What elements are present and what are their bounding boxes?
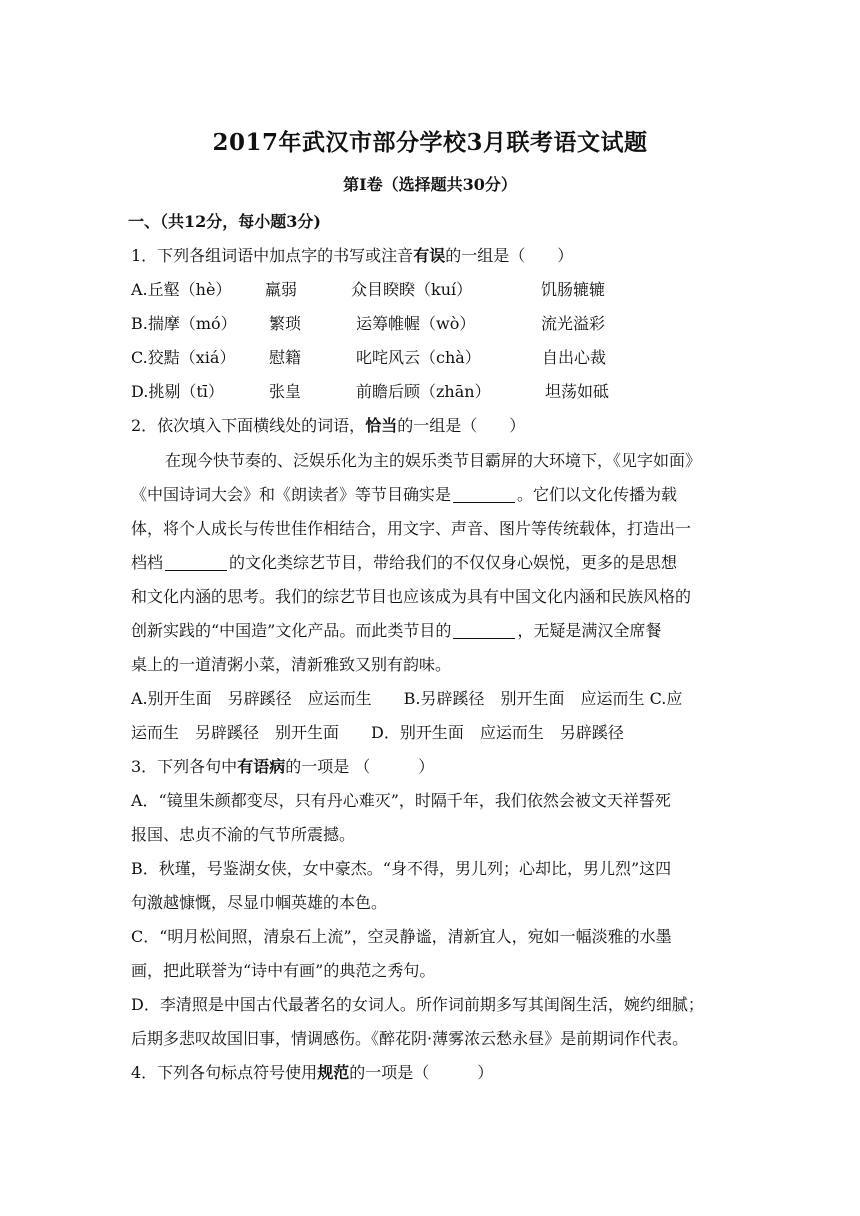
q1-b-word2: 繁琐: [269, 314, 302, 333]
q1-b-word4: 流光溢彩: [541, 314, 606, 333]
question-3-prefix: 3．下列各句中: [131, 757, 238, 776]
q1-b-word3: 运筹帷幄（wò）: [356, 314, 476, 333]
blank-2: [165, 554, 227, 571]
q3-option-c-line1: C．“明月松间照，清泉石上流”，空灵静谧，清新宜人，宛如一幅淡雅的水墨: [131, 927, 672, 946]
q3-option-a-line2: 报国、忠贞不渝的气节所震撼。: [131, 825, 356, 844]
question-3-key: 有语病: [237, 757, 286, 776]
question-2-key: 恰当: [365, 416, 398, 435]
q2-passage-text: 。它们以文化传播为载: [517, 485, 678, 504]
q1-b-word1: B.揣摩（mó）: [131, 314, 237, 333]
q1-d-word1: D.挑剔（tī）: [131, 382, 224, 401]
section-subtitle: 第Ⅰ卷（选择题共30分）: [343, 175, 517, 194]
q2-passage-line3: 体，将个人成长与传世佳作相结合，用文字、声音、图片等传统载体，打造出一: [131, 519, 692, 538]
q3-option-c-line2: 画，把此联誉为“诗中有画”的典范之秀句。: [131, 961, 436, 980]
q2-passage-line2: [131, 484, 677, 506]
q3-option-d-line2: 后期多悲叹故国旧事，情调感伤。《醉花阴·薄雾浓云愁永昼》是前期词作代表。: [131, 1029, 689, 1048]
question-4-suffix: 的一项是（ ）: [349, 1063, 494, 1082]
q2-passage-line1: 在现今快节奏的、泛娱乐化为主的娱乐类节目霸屏的大环境下，《见字如面》: [165, 451, 702, 470]
q1-c-word1: C.狡黠（xiá）: [131, 348, 236, 367]
q3-option-b-line2: 句激越慷慨，尽显巾帼英雄的本色。: [131, 893, 388, 912]
q2-passage-text: 《中国诗词大会》和《朗读者》等节目确实是: [131, 485, 452, 504]
question-4-prefix: 4．下列各句标点符号使用: [131, 1063, 318, 1082]
blank-1: [453, 486, 515, 503]
q3-option-b-line1: B．秋瑾，号鉴湖女侠，女中豪杰。“身不得，男儿列；心却比，男儿烈”这四: [131, 859, 672, 878]
q1-a-word3: 众目睽睽（kuí）: [351, 280, 473, 299]
q2-passage-text: 档档: [131, 553, 164, 572]
blank-3: [453, 622, 515, 639]
q1-c-word2: 慰籍: [269, 348, 302, 367]
question-1-suffix: 的一组是（ ）: [445, 246, 574, 265]
question-2-suffix: 的一组是（ ）: [397, 416, 526, 435]
q1-c-word3: 叱咤风云（chà）: [356, 348, 481, 367]
q1-a-word2: 羸弱: [265, 280, 298, 299]
question-2-prefix: 2．依次填入下面横线处的词语，: [131, 416, 366, 435]
q1-d-word3: 前瞻后顾（zhān）: [356, 382, 491, 401]
q1-a-word4: 饥肠辘辘: [541, 280, 606, 299]
q1-d-word4: 坦荡如砥: [545, 382, 610, 401]
question-1-prefix: 1．下列各组词语中加点字的书写或注音: [131, 246, 414, 265]
q1-d-word2: 张皇: [269, 382, 302, 401]
question-4-key: 规范: [317, 1063, 350, 1082]
q2-passage-line6: [131, 620, 661, 642]
question-1-key: 有误: [413, 246, 446, 265]
question-3: [131, 756, 434, 778]
q2-passage-line4: [131, 552, 677, 574]
q2-passage-text: 创新实践的“中国造”文化产品。而此类节目的: [131, 621, 452, 640]
question-3-suffix: 的一项是 （ ）: [285, 757, 435, 776]
question-4: [131, 1062, 493, 1084]
q2-passage-line7: 桌上的一道清粥小菜，清新雅致又别有韵味。: [131, 655, 452, 674]
section-heading: 一、（共12分，每小题3分): [128, 212, 321, 231]
exam-title: 2017年武汉市部分学校3月联考语文试题: [212, 129, 648, 156]
q1-a-word1: A.丘壑（hè）: [131, 280, 232, 299]
q1-c-word4: 自出心裁: [542, 348, 607, 367]
question-2: [131, 415, 525, 437]
q3-option-a-line1: A．“镜里朱颜都变尽，只有丹心难灭”，时隔千年，我们依然会被文天祥誓死: [131, 791, 671, 810]
q3-option-d-line1: D．李清照是中国古代最著名的女词人。所作词前期多写其闺阁生活，婉约细腻；: [131, 995, 704, 1014]
q2-passage-text: ，无疑是满汉全席餐: [517, 621, 662, 640]
q2-passage-text: 的文化类综艺节目，带给我们的不仅仅身心娱悦，更多的是思想: [229, 553, 678, 572]
q2-passage-line5: 和文化内涵的思考。我们的综艺节目也应该成为具有中国文化内涵和民族风格的: [131, 587, 692, 606]
q2-options-line1: A.别开生面 另辟蹊径 应运而生 B.另辟蹊径 别开生面 应运而生 C.应: [131, 689, 683, 708]
q2-options-line2: 运而生 另辟蹊径 别开生面 D．别开生面 应运而生 另辟蹊径: [131, 723, 624, 742]
question-1: [131, 245, 573, 267]
